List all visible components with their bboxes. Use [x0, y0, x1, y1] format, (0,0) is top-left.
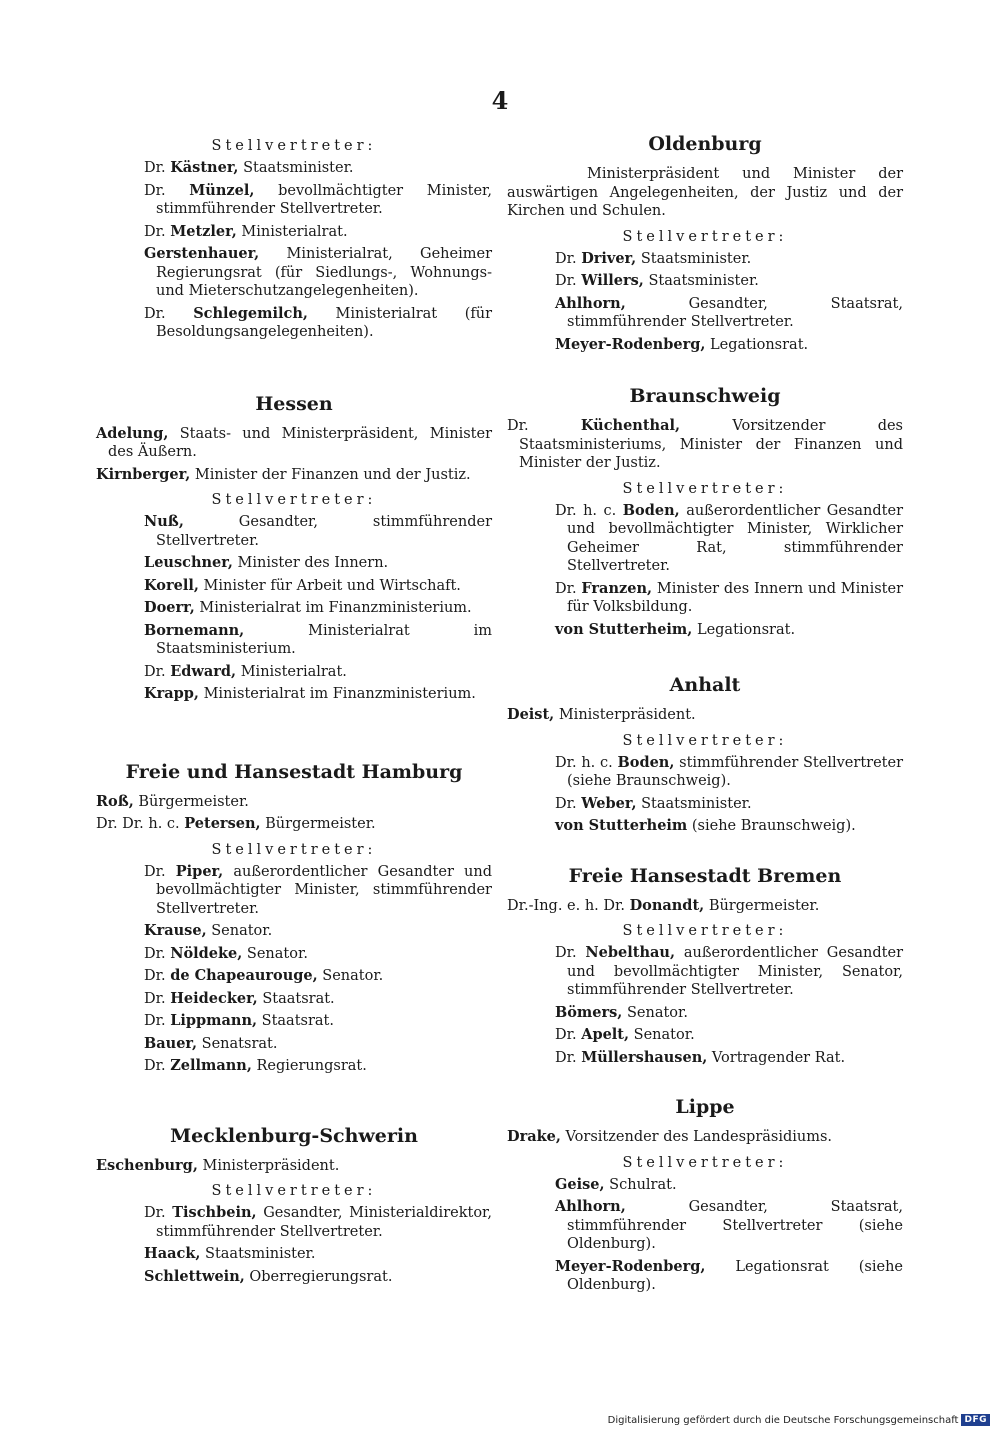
person-name: Donandt,: [629, 896, 705, 914]
person-title: Dr.: [555, 580, 577, 597]
person-entry: [144, 1204, 492, 1241]
person-entry: [555, 1176, 903, 1195]
section-top-deputies: [96, 137, 492, 342]
person-title: Dr. Dr. h. c.: [96, 816, 180, 832]
person-title: Dr.: [144, 968, 166, 984]
section-heading: Freie und Hansestadt Hamburg: [125, 760, 463, 783]
section-heading: Mecklenburg-Schwerin: [170, 1124, 418, 1147]
person-role: Staatsrat.: [261, 1013, 334, 1029]
person-role: Staatsminister.: [641, 795, 752, 812]
deputy-list: [96, 1204, 492, 1286]
person-role: Senator.: [633, 1027, 695, 1043]
person-name: Schlettwein,: [144, 1267, 245, 1285]
person-role: Senator.: [211, 923, 273, 939]
person-role: Staatsrat.: [262, 990, 335, 1007]
dfg-logo: DFG: [961, 1414, 990, 1426]
person-title: Dr.: [555, 945, 577, 961]
person-role: Staatsminister.: [205, 1246, 316, 1262]
person-name: Lippmann,: [170, 1012, 258, 1029]
footer-text: Digitalisierung gefördert durch die Deutsche Forschungsgemeinschaft: [607, 1414, 959, 1426]
person-name: Driver,: [581, 249, 637, 267]
person-title: Dr.: [555, 1027, 577, 1043]
person-entry: [144, 1245, 492, 1264]
person-title: Dr.: [144, 1013, 166, 1029]
stellvertreter-label: Stellvertreter:: [211, 841, 377, 858]
person-role: (siehe Braunschweig).: [691, 818, 856, 834]
section-heading: Hessen: [255, 392, 333, 415]
person-role: Senator.: [626, 1004, 688, 1021]
person-name: Münzel,: [189, 181, 255, 199]
person-role: Legationsrat.: [696, 621, 796, 638]
person-entry: [555, 336, 903, 355]
person-name: von Stutterheim,: [555, 620, 693, 638]
member-list: [96, 425, 492, 485]
person-name: Weber,: [581, 794, 637, 812]
person-role: Minister für Arbeit und Wirtschaft.: [203, 577, 461, 594]
section-mecklenburg: [96, 1124, 492, 1287]
stellvertreter-label: Stellvertreter:: [211, 138, 377, 154]
person-name: Zellmann,: [170, 1057, 252, 1074]
person-name: Apelt,: [581, 1026, 630, 1043]
person-entry: [144, 967, 492, 986]
person-name: Korell,: [144, 576, 199, 594]
section-heading: Lippe: [675, 1096, 735, 1118]
person-role: Ministerialrat, Geheimer Regierungsrat (für Siedlungs-, Wohnungs- und Mieterschutzangelegenheiten).: [156, 246, 492, 299]
person-name: Kästner,: [170, 159, 239, 176]
person-entry: [507, 897, 903, 916]
person-role: Staatsminister.: [640, 250, 752, 267]
person-role: außerordentlicher Gesandter und bevollmächtigter Minister, Wirklicher Geheimer Rat, stimmführender Stellvertreter.: [567, 502, 904, 574]
person-name: Bömers,: [555, 1003, 623, 1021]
person-entry: [555, 621, 903, 640]
person-entry: [144, 182, 492, 219]
section-heading: Braunschweig: [629, 385, 781, 407]
person-title: Dr.: [555, 273, 577, 289]
person-entry: [144, 1035, 492, 1054]
person-name: Nuß,: [144, 513, 184, 530]
person-entry: [144, 1268, 492, 1287]
section-hessen: [96, 392, 492, 704]
person-name: de Chapeaurouge,: [170, 967, 318, 984]
person-entry: [555, 817, 903, 836]
person-name: Nebelthau,: [585, 944, 675, 961]
person-role: Senatsrat.: [201, 1035, 278, 1052]
person-title: Dr.: [144, 223, 166, 240]
person-entry: [555, 1258, 903, 1295]
person-entry: [144, 599, 492, 618]
person-title: Dr.: [144, 160, 166, 176]
person-entry: [144, 922, 492, 941]
person-entry: [507, 417, 903, 473]
left-column: [96, 130, 492, 1290]
person-title: Dr.: [144, 1205, 166, 1221]
person-name: Petersen,: [184, 815, 261, 832]
person-role: Senator.: [322, 968, 384, 984]
person-name: Eschenburg,: [96, 1156, 198, 1174]
person-entry: [144, 159, 492, 178]
person-role: Bürgermeister.: [708, 897, 820, 914]
person-role: Regierungsrat.: [256, 1058, 367, 1074]
person-entry: [555, 1004, 903, 1023]
person-role: bevollmächtigter Minister, stimmführender Stellvertreter.: [156, 182, 493, 217]
person-entry: [96, 815, 492, 834]
person-entry: [555, 580, 903, 617]
person-name: Leuschner,: [144, 554, 233, 571]
person-entry: [144, 245, 492, 301]
person-entry: [555, 754, 903, 791]
person-title: Dr.: [144, 863, 166, 880]
person-name: Haack,: [144, 1245, 201, 1262]
person-entry: [507, 1128, 903, 1147]
person-entry: [555, 944, 903, 1000]
person-name: Gerstenhauer,: [144, 245, 260, 262]
person-role: Vortragender Rat.: [711, 1049, 846, 1066]
person-entry: [555, 272, 903, 291]
member-list: [507, 417, 903, 473]
section-heading: Anhalt: [669, 674, 741, 696]
deputy-list: [507, 250, 903, 355]
member-list: [96, 793, 492, 834]
member-list: [507, 706, 903, 725]
person-role: Legationsrat (siehe Oldenburg).: [567, 1258, 903, 1293]
person-role: Staats- und Ministerpräsident, Minister des Äußern.: [108, 425, 493, 460]
person-name: Edward,: [170, 662, 237, 680]
right-column: [507, 130, 903, 1299]
person-name: Drake,: [507, 1128, 561, 1145]
person-name: Bornemann,: [144, 621, 245, 639]
person-role: stimmführender Stellvertreter (siehe Braunschweig).: [567, 754, 903, 789]
person-entry: [555, 250, 903, 269]
section-braunschweig: [507, 384, 903, 639]
person-title: Dr.: [555, 1049, 577, 1066]
person-name: Adelung,: [96, 424, 169, 442]
person-name: Heidecker,: [170, 989, 258, 1007]
person-name: von Stutterheim: [555, 817, 688, 834]
person-title: Dr.: [144, 182, 166, 199]
person-entry: [144, 990, 492, 1009]
person-entry: [507, 706, 903, 725]
person-name: Kirnberger,: [96, 465, 191, 483]
person-role: Ministerialrat im Finanzministerium.: [203, 686, 476, 702]
person-role: Gesandter, Ministerialdirektor, stimmführender Stellvertreter.: [156, 1205, 492, 1240]
person-title: Dr.: [144, 305, 166, 322]
stellvertreter-label: Stellvertreter:: [211, 1183, 377, 1199]
person-role: Gesandter, stimmführender Stellvertreter.: [156, 514, 492, 549]
person-entry: [144, 577, 492, 596]
person-name: Piper,: [175, 862, 224, 880]
person-name: Bauer,: [144, 1034, 198, 1052]
deputy-list: [507, 1176, 903, 1295]
person-entry: [144, 1057, 492, 1076]
deputy-list: [507, 754, 903, 836]
member-list: [507, 897, 903, 916]
person-entry: [555, 295, 903, 332]
person-title: Dr.: [144, 663, 166, 680]
deputy-list: [507, 502, 903, 640]
person-entry: [144, 663, 492, 682]
person-name: Müllershausen,: [581, 1048, 708, 1066]
entry-list: [96, 159, 492, 342]
page-number: 4: [491, 86, 509, 115]
person-name: Ahlhorn,: [555, 1198, 626, 1215]
person-name: Boden,: [617, 753, 675, 771]
person-title: Dr.: [555, 795, 577, 812]
person-name: Boden,: [622, 501, 680, 519]
person-title: Dr.: [507, 418, 529, 434]
section-intro: Ministerpräsident und Minister der auswärtigen Angelegenheiten, der Justiz und der Kirchen und Schulen.: [507, 166, 903, 219]
person-name: Meyer-Rodenberg,: [555, 335, 706, 353]
person-role: Gesandter, Staatsrat, stimmführender Stellvertreter.: [567, 295, 903, 330]
person-role: Ministerialrat.: [241, 223, 348, 240]
person-role: Bürgermeister.: [138, 793, 249, 810]
deputy-list: [96, 513, 492, 704]
person-entry: [555, 1049, 903, 1068]
person-entry: [96, 1157, 492, 1176]
person-name: Metzler,: [170, 222, 237, 240]
person-title: Dr.: [144, 990, 166, 1007]
person-entry: [96, 425, 492, 462]
person-role: Bürgermeister.: [265, 816, 376, 832]
person-entry: [555, 502, 903, 576]
person-title: Dr.: [144, 1058, 166, 1074]
person-role: Ministerialrat im Staatsministerium.: [156, 622, 493, 657]
person-name: Roß,: [96, 792, 134, 810]
person-name: Doerr,: [144, 599, 195, 616]
person-entry: [144, 513, 492, 550]
section-lippe: [507, 1095, 903, 1295]
member-list: [507, 1128, 903, 1147]
person-name: Schlegemilch,: [193, 304, 308, 322]
person-entry: [96, 793, 492, 812]
person-name: Nöldeke,: [170, 944, 243, 962]
person-entry: [144, 622, 492, 659]
stellvertreter-label: Stellvertreter:: [622, 480, 788, 497]
person-entry: [144, 554, 492, 573]
stellvertreter-label: Stellvertreter:: [622, 1154, 788, 1171]
section-heading: Oldenburg: [648, 133, 762, 155]
person-role: Vorsitzender des Staatsministeriums, Minister der Finanzen und Minister der Justiz.: [519, 418, 903, 471]
stellvertreter-label: Stellvertreter:: [622, 228, 788, 245]
person-name: Franzen,: [581, 579, 653, 597]
stellvertreter-label: Stellvertreter:: [211, 492, 377, 508]
person-title: Dr. h. c.: [555, 754, 613, 771]
deputy-list: [507, 944, 903, 1067]
person-name: Deist,: [507, 706, 555, 723]
person-role: Ministerialrat (für Besoldungsangelegenheiten).: [156, 305, 493, 340]
stellvertreter-label: Stellvertreter:: [622, 923, 788, 939]
section-anhalt: [507, 673, 903, 836]
person-name: Krause,: [144, 922, 207, 939]
person-name: Tischbein,: [172, 1204, 257, 1221]
person-role: Minister des Innern und Minister für Volksbildung.: [567, 580, 904, 615]
section-bremen: [507, 864, 903, 1068]
person-entry: [144, 945, 492, 964]
person-name: Küchenthal,: [580, 417, 681, 434]
person-role: Ministerpräsident.: [202, 1157, 340, 1174]
person-role: Vorsitzender des Landespräsidiums.: [565, 1129, 833, 1145]
person-entry: [555, 1198, 903, 1254]
person-role: Ministerialrat im Finanzministerium.: [199, 600, 472, 616]
person-role: Oberregierungsrat.: [249, 1268, 393, 1285]
person-role: Schulrat.: [609, 1176, 677, 1193]
person-entry: [96, 466, 492, 485]
person-entry: [555, 795, 903, 814]
person-entry: [144, 1012, 492, 1031]
section-oldenburg: [507, 132, 903, 354]
person-entry: [144, 863, 492, 919]
member-list: [96, 1157, 492, 1176]
person-role: Legationsrat.: [710, 336, 809, 353]
person-role: Ministerpräsident.: [558, 707, 696, 723]
person-title: Dr.: [555, 250, 577, 267]
person-role: Staatsminister.: [648, 273, 759, 289]
section-hamburg: [96, 760, 492, 1076]
person-role: außerordentlicher Gesandter und bevollmächtigter Minister, stimmführender Stellvertreter.: [156, 863, 493, 917]
person-entry: [144, 305, 492, 342]
person-title: Dr. h. c.: [555, 502, 617, 519]
person-role: außerordentlicher Gesandter und bevollmächtigter Minister, Senator, stimmführender Stellvertreter.: [567, 945, 904, 998]
person-name: Meyer-Rodenberg,: [555, 1257, 706, 1275]
person-name: Krapp,: [144, 685, 199, 702]
person-role: Minister des Innern.: [237, 555, 389, 571]
person-name: Ahlhorn,: [555, 294, 626, 312]
person-name: Willers,: [581, 272, 644, 289]
person-role: Senator.: [246, 945, 308, 962]
person-title: Dr.: [144, 945, 166, 962]
person-role: Staatsminister.: [243, 160, 354, 176]
person-role: Ministerialrat.: [240, 663, 347, 680]
person-role: Minister der Finanzen und der Justiz.: [194, 466, 471, 483]
person-title: Dr.-Ing. e. h. Dr.: [507, 897, 625, 914]
person-role: Gesandter, Staatsrat, stimmführender Stellvertreter (siehe Oldenburg).: [567, 1199, 903, 1252]
digitization-footer: [608, 1414, 990, 1426]
person-entry: [144, 223, 492, 242]
stellvertreter-label: Stellvertreter:: [622, 732, 788, 749]
section-heading: Freie Hansestadt Bremen: [568, 864, 842, 887]
person-entry: [144, 685, 492, 704]
person-entry: [555, 1026, 903, 1045]
person-name: Geise,: [555, 1175, 605, 1193]
deputy-list: [96, 863, 492, 1076]
